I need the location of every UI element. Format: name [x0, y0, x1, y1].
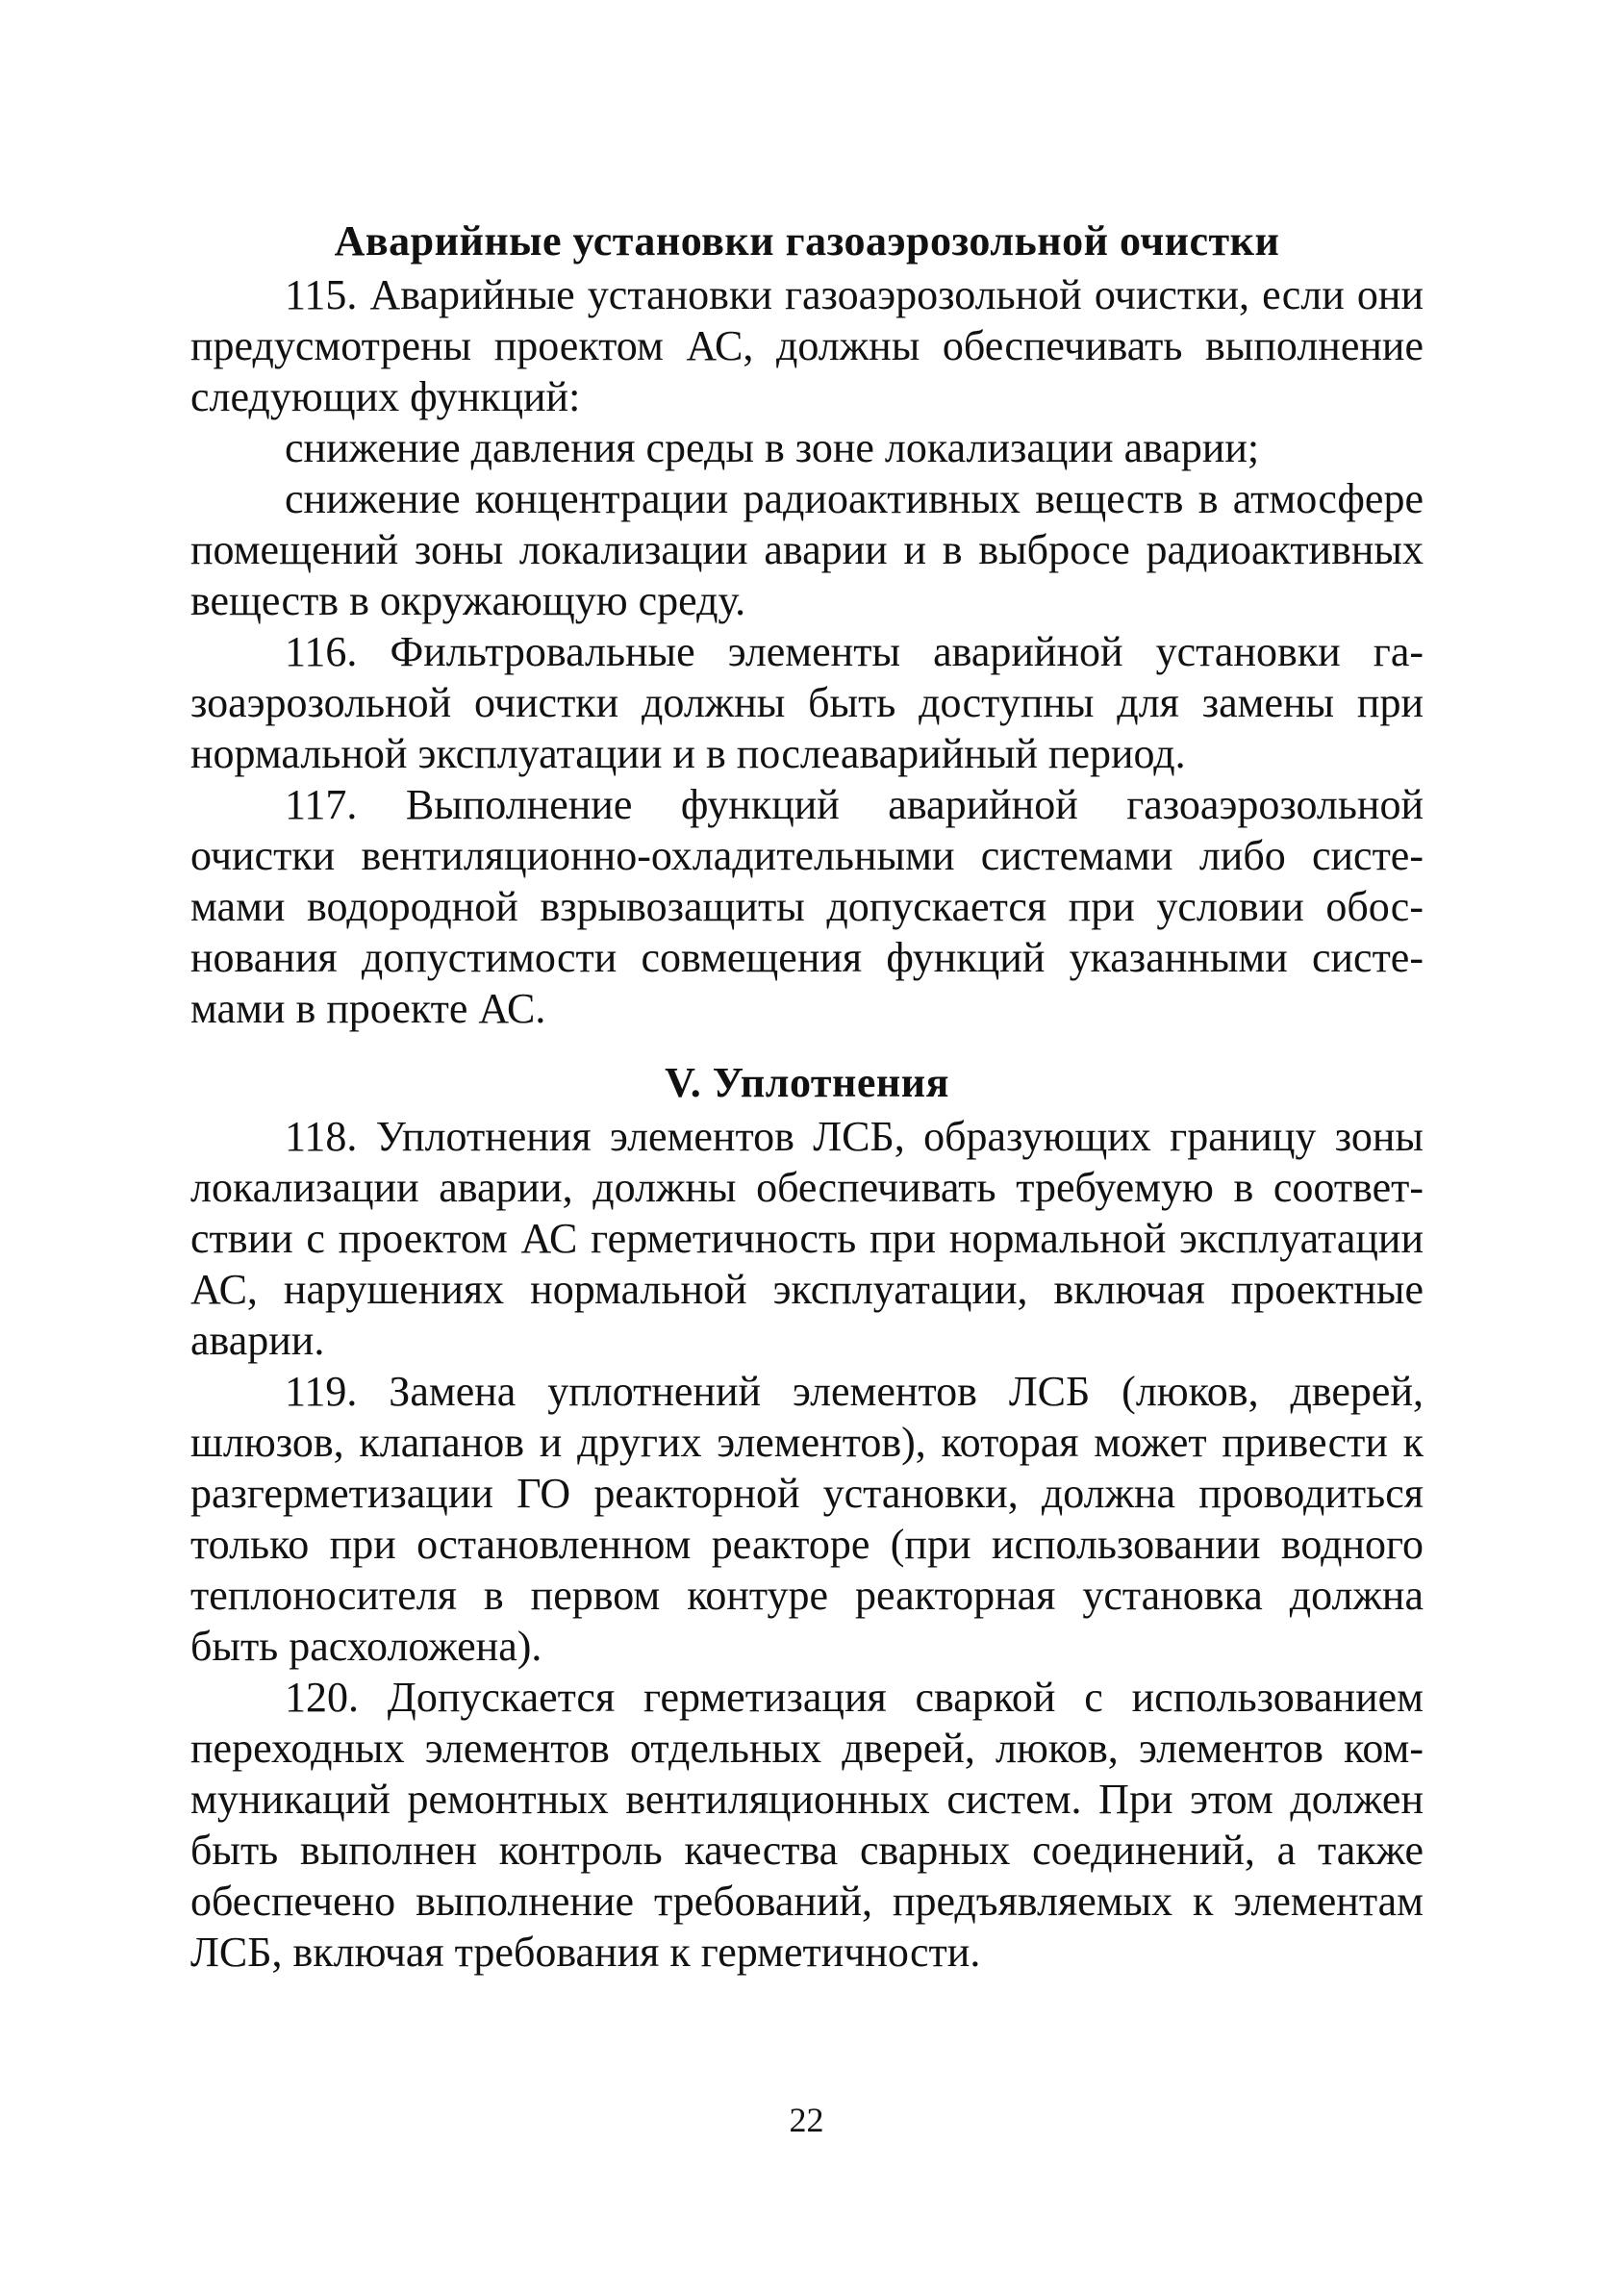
paragraph-116: 116. Фильтровальные элементы аварийной установки газоаэрозольной очистки должны быть доступны для замены при нормальной эксплуатации и в послеаварийный период.: [190, 628, 1424, 777]
paragraph-115-item-1: снижение давления среды в зоне локализации аварии;: [285, 424, 1260, 471]
paragraph-115-item-2: снижение концентрации радиоактивных веществ в атмосфере помещений зоны локализации аварии и в выбросе радиоактивных веществ в окружающую среду.: [190, 475, 1424, 624]
paragraph-117: 117. Выполнение функций аварийной газоаэрозольной очистки вентиляционно-охладительными системами либо системами водородной взрывозащиты допускается при условии обоснования допустимости совмещения функций указанными системами в проекте АС.: [190, 781, 1424, 1032]
page-number: 22: [789, 2101, 824, 2139]
paragraph-118: 118. Уплотнения элементов ЛСБ, образующих границу зоны локализации аварии, должны обеспечивать требуемую в соответствии с проектом АС герметичность при нормальной эксплуатации АС, нарушениях нормальной эксплуатации, включая проектные аварии.: [190, 1113, 1424, 1364]
body-text: [190, 214, 1424, 1978]
paragraph-115: 115. Аварийные установки газоаэрозольной очистки, если они предусмотрены проектом АС, должны обеспечивать выполнение следующих функций:: [190, 271, 1424, 420]
section-heading-seals: V. Уплотнения: [665, 1059, 949, 1106]
section-spacer: [190, 1034, 1424, 1055]
section-heading-emergency-cleaning: Аварийные установки газоаэрозольной очистки: [334, 217, 1280, 265]
paragraph-119: 119. Замена уплотнений элементов ЛСБ (люков, дверей, шлюзов, клапанов и других элементов), которая может привести к разгерметизации ГО реакторной установки, должна проводиться только при остановленном реакторе (при использовании водного теплоносителя в первом контуре реакторная установка должна быть расхоложена).: [190, 1368, 1424, 1670]
paragraph-120: 120. Допускается герметизация сваркой с использованием переходных элементов отдельных дверей, люков, элементов коммуникаций ремонтных вентиляционных систем. При этом должен быть выполнен контроль качества сварных соединений, а также обеспечено выполнение требований, предъявляемых к элементам ЛСБ, включая требования к герметичности.: [190, 1674, 1424, 1976]
